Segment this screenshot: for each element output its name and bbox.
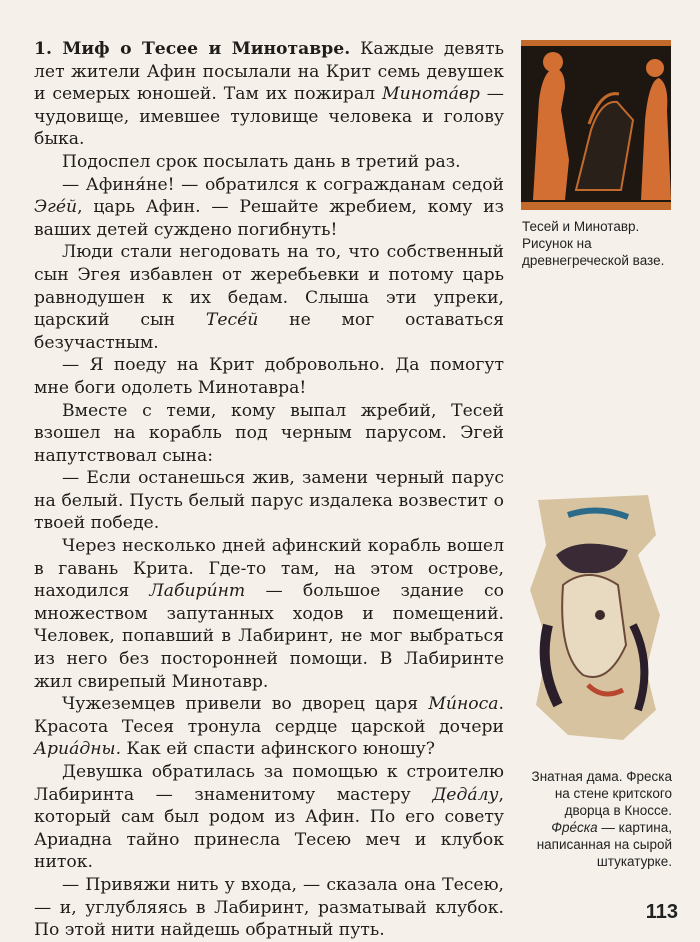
fresco-image <box>528 495 663 740</box>
paragraph-text: — Если останешься жив, замени черный парус на белый. Пусть белый парус издалека возвестит о твоей победе. <box>34 468 504 534</box>
vase-painting-image <box>521 40 671 210</box>
term: Деда́лу <box>432 784 499 805</box>
paragraph <box>34 241 504 354</box>
paragraph-text: . Красота Тесея тронула сердце царской дочери <box>34 694 504 737</box>
caption-fresco-text: Знатная дама. Фреска на стене критского дворца в Кноссе. <box>531 769 672 818</box>
paragraph-text: Каждые девять лет жители Афин посылали на Крит семь девушек и семерых юношей. Там их пожирал <box>34 39 504 105</box>
paragraph-text: , который сам был родом из Афин. По его совету Ариадна тайно принесла Тесею меч и клубок ниток. <box>34 784 504 873</box>
term: Эге́й <box>34 197 78 218</box>
paragraph-text: Подоспел срок посылать дань в третий раз. <box>62 151 461 172</box>
paragraph-text: Чужеземцев привели во дворец царя <box>62 694 429 715</box>
paragraph-text: — Привяжи нить у входа, — сказала она Тесею, — и, углубляясь в Лабиринт, разматывай клубок. По этой нити найдешь обратный путь. <box>34 874 504 941</box>
paragraph <box>34 400 504 468</box>
paragraph-text: Через несколько дней афинский корабль вошел в гавань Крита. Где-то там, на этом острове, находился <box>34 536 504 602</box>
caption-vase: Тесей и Минотавр. Рисунок на древнегреческой вазе. <box>522 219 665 268</box>
paragraph <box>34 174 504 242</box>
term: Минота́вр <box>381 84 480 105</box>
paragraph <box>34 38 504 151</box>
paragraph-text: Вместе с теми, кому выпал жребий, Тесей взошел на корабль под черным парусом. Эгей напутствовал сына: <box>34 400 504 466</box>
term: Ми́носа <box>428 694 499 715</box>
paragraph <box>34 693 504 761</box>
paragraph <box>34 354 504 399</box>
paragraph-text: . Как ей спасти афинского юношу? <box>115 739 435 760</box>
term: Тесе́й <box>205 310 259 331</box>
paragraph-text: Люди стали негодовать на то, что собственный сын Эгея избавлен от жеребьевки и потому царь равнодушен к их бедам. Слыша эти упреки, царский сын <box>34 242 504 331</box>
caption-fresco-term: Фре́ска <box>551 820 598 835</box>
paragraph <box>34 535 504 693</box>
term: Лабири́нт <box>149 581 246 602</box>
paragraph-text: — Я поеду на Крит добровольно. Да помогут мне боги одолеть Минотавра! <box>34 355 504 398</box>
term: Ариа́дны <box>34 739 116 760</box>
paragraph <box>34 874 504 942</box>
paragraph-text: не мог оставаться безучастным. <box>34 310 504 353</box>
section-heading: 1. Миф о Тесее и Минотавре. <box>34 39 351 59</box>
paragraph <box>34 151 504 174</box>
paragraph-text: — Афиня́не! — обратился к согражданам седой <box>62 174 504 195</box>
caption-fresco-definition: — картина, написанная на сырой штукатурке. <box>536 820 672 869</box>
paragraph-text: , царь Афин. — Решайте жребием, кому из ваших детей суждено погибнуть! <box>34 197 504 240</box>
page-number: 113 <box>645 901 678 923</box>
paragraph-text: — чудовище, имевшее туловище человека и голову быка. <box>34 84 504 150</box>
paragraph-text: — большое здание со множеством запутанных ходов и помещений. Человек, попавший в Лабиринт, не мог выбраться из него без посторонней помощи. В Лабиринте жил свирепый Минотавр. <box>34 581 504 692</box>
paragraph <box>34 761 504 874</box>
paragraph <box>34 467 504 535</box>
paragraph-text: Девушка обратилась за помощью к строителю Лабиринта — знаменитому мастеру <box>34 762 504 805</box>
main-text <box>34 38 504 942</box>
caption-fresco <box>524 768 672 870</box>
